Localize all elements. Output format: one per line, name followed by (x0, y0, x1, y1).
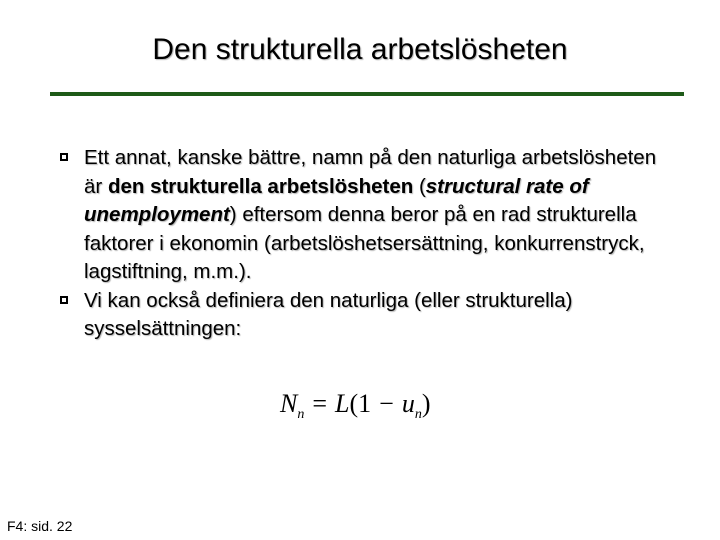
formula-lhs-var: N (280, 389, 298, 418)
bullet-item-1 (56, 144, 676, 287)
bullet-1-text-b: ( (413, 174, 426, 198)
formula-rhs-sub: n (414, 407, 422, 422)
bullet-item-2 (56, 287, 676, 344)
bullet-1-english-term: structural rate of unemployment (84, 174, 589, 226)
formula-open: (1 (349, 389, 372, 418)
formula-rhs-var: u (401, 389, 415, 418)
page-reference: F4: sid. 22 (7, 518, 73, 534)
formula-equals: = (312, 389, 328, 418)
employment-formula (280, 384, 431, 424)
formula-close: ) (421, 389, 431, 418)
formula-lhs-sub: n (297, 407, 305, 422)
title-divider (50, 92, 684, 96)
square-bullet-icon (60, 296, 68, 304)
bullet-1-text-a: Ett annat, kanske bättre, namn på den naturliga arbetslösheten är (84, 146, 657, 198)
formula-minus: − (379, 389, 394, 418)
bullet-1-text-c: ) eftersom denna beror på en rad strukturella faktorer i ekonomin (arbetslöshetsersättning, konkurrenstryck, lagstiftning, m.m.). (84, 203, 645, 283)
formula-func: L (335, 389, 350, 418)
bullet-1-term: den strukturella arbetslösheten (107, 174, 414, 198)
square-bullet-icon (60, 153, 68, 161)
slide-title: Den strukturella arbetslösheten (152, 33, 568, 66)
bullet-list (56, 144, 676, 344)
bullet-2-text: Vi kan också definiera den naturliga (eller strukturella) sysselsättningen: (84, 288, 573, 340)
